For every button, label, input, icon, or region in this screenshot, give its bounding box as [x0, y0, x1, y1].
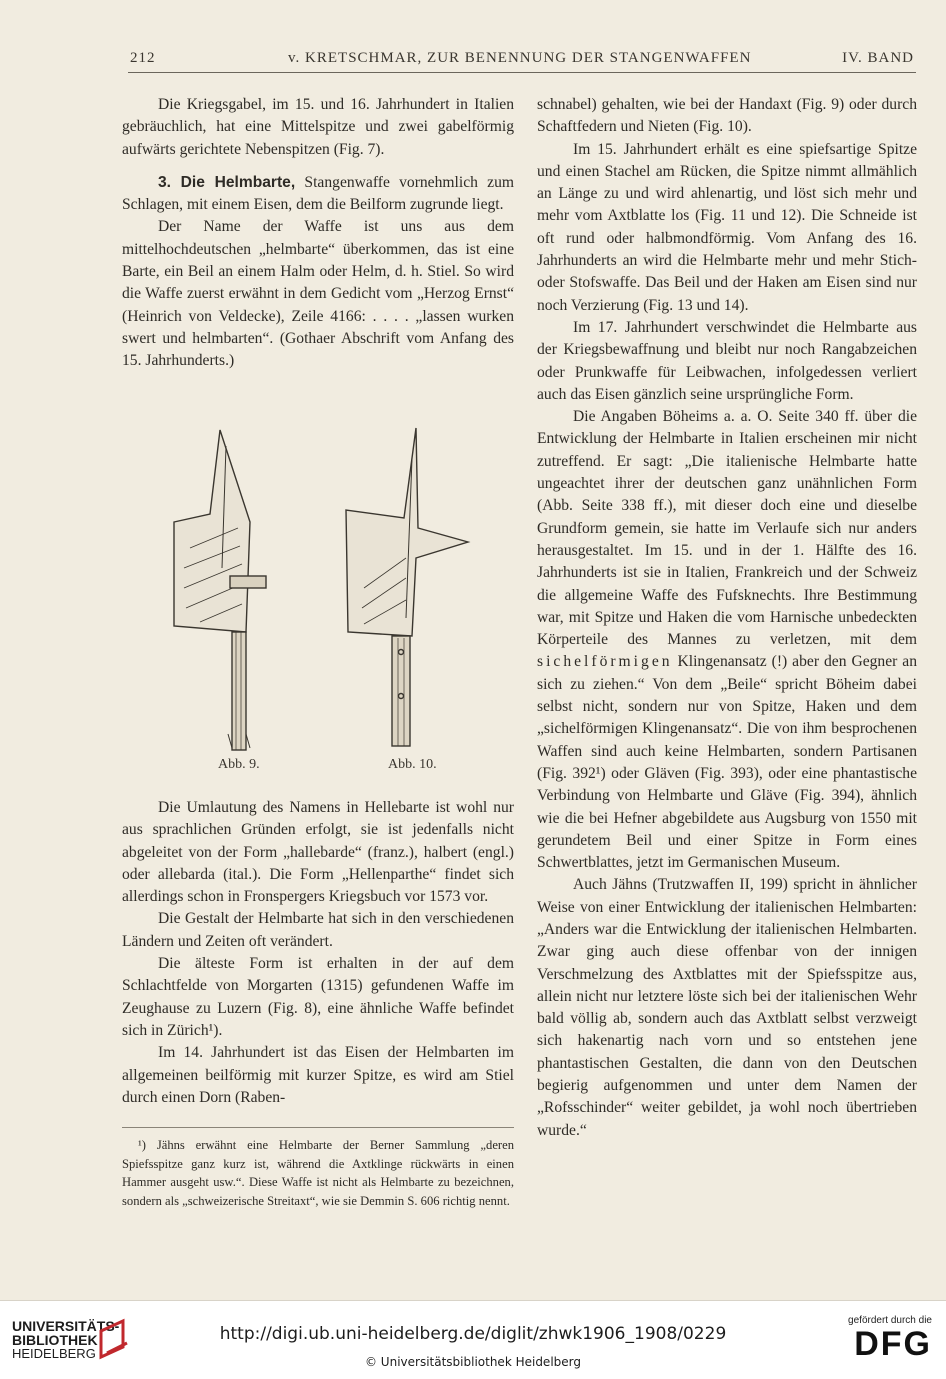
halberd-figure-10	[346, 428, 468, 746]
left-column-top	[122, 94, 514, 373]
paragraph: schnabel) gehalten, wie bei der Handaxt (Fig. 9) oder durch Schaftfedern und Nieten (Fig. 10).	[537, 96, 917, 136]
paragraph: Die älteste Form ist erhalten in der auf dem Schlachtfelde von Morgarten (1315) gefundenen Waffe im Zeughause zu Luzern (Fig. 8), eine ähnliche Waffe befindet sich in Zürich¹).	[122, 955, 514, 1039]
running-title: v. KRETSCHMAR, ZUR BENENNUNG DER STANGENWAFFEN	[288, 50, 752, 66]
paragraph: Auch Jähns (Trutzwaffen II, 199) spricht in ähnlicher Weise von einer Entwicklung der italienischen Helmbarten: „Anders war die Entwicklung der italienischen Helmbarten. Zwar ging auch diese offenbar von der innigen Verschmelzung des Axtblattes mit der Spiefsspitze aus, allein nicht nur letztere löste sich bei der italienischen Wehr bald völlig ab, sondern auch das Axtblatt selbst verzweigt sich hakenartig nach vorn und so entstehen jene phantastischen Gestalten, die dann von den Deutschen begierig aufgenommen und unter dem Namen der „Rofsschinder“ weiter gebildet, ja wohl noch übertrieben wurde.“	[537, 876, 917, 1139]
quote-part-1: Die Angaben Böheims a. a. O. Seite 340 ff. über die Entwicklung der Helmbarte in Italien erscheinen mir nicht zutreffend. Er sagt: „Die italienische Helmbarte hatte ungeachtet ihrer der deutschen ganz unähnlichen Form (Abb. Seite 338 ff.), mit dieser doch eine und dieselbe Grundform gemein, sie hatte im Verlaufe sich nur anders herausgestaltet. Im 15. und in der 1. Hälfte des 16. Jahrhunderts ist sie in Italien, Frankreich und der Schweiz die allgemeine Waffe des Fufsknechts. Ihre Bestimmung war, mit Spitze und Haken die vom Harnische unbedeckten Körperteile des Mannes zu verletzen, mit dem	[537, 408, 917, 649]
spaced-emphasis: sichelförmigen	[537, 653, 673, 671]
quote-part-2: Klingenansatz (!) aber den Gegner an sich zu ziehen.“ Von dem „Beile“ spricht Böheim dabei selbst nicht, sondern nur von Spitze, Haken und dem „sichelförmigen Klingenansatz“. Die von ihm besprochenen Waffen sind auch keine Helmbarten, sondern Partisanen (Fig. 392¹) oder Gläven (Fig. 393), oder eine phantastische Verbindung von Helmbarte und Gläve (Fig. 394), ähnlich wie die bei Hefner abgebildete aus Augsburg von 1550 mit gerundetem Beil und einer Spitze in Form eines Schwertblattes, jetzt im Germanischen Museum.	[537, 653, 917, 872]
viewer-footer	[0, 1300, 946, 1379]
page-number: 212	[130, 50, 156, 66]
footnote	[122, 1136, 514, 1210]
paragraph: Im 17. Jahrhundert verschwindet die Helmbarte aus der Kriegsbewaffnung und bleibt nur noch Rangabzeichen oder Prunkwaffe für Leibwachen, infolgedessen verliert auch das Eisen gänzlich seine ursprüngliche Form.	[537, 318, 917, 403]
footnote-rule	[122, 1127, 514, 1128]
halberd-figures	[150, 418, 490, 784]
paragraph: Die Kriegsgabel, im 15. und 16. Jahrhundert in Italien gebräuchlich, hat eine Mittelspitze und zwei gabelförmig aufwärts gerichtete Nebenspitzen (Fig. 7).	[122, 96, 514, 158]
paragraph: Die Umlautung des Namens in Hellebarte ist wohl nur aus sprachlichen Gründen erfolgt, sie ist jedenfalls nicht abgeleitet von der Form „hallebarde“ (franz.), halbert (engl.) oder allebarda (ital.). Die Form „Hellenparthe“ findet sich allerdings schon in Fronspergers Kriegsbuch vor 1573 vor.	[122, 799, 514, 906]
paragraph: Im 15. Jahrhundert erhält es eine spiefsartige Spitze und einen Stachel am Rücken, die Spitze nimmt allmählich an Länge zu und wird ahlenartig, und löst sich mehr und mehr vom Axtblatte los (Fig. 11 und 12). Die Schneide ist oft rund oder halbmondförmig. Vom Anfang des 16. Jahrhunderts an wird die Helmbarte mehr und mehr Stich- oder Stofswaffe. Das Beil und der Haken am Eisen sind nur noch Verzierung (Fig. 13 und 14).	[537, 140, 917, 314]
permalink-url[interactable]: http://digi.ub.uni-heidelberg.de/diglit/zhwk1906_1908/0229	[219, 1324, 727, 1344]
right-column	[537, 94, 917, 1142]
halberd-figure-9	[174, 430, 266, 750]
section-heading-rest: Stangenwaffe vornehmlich zum Schlagen, mit einem Eisen, dem die Beilform zugrunde liegt.	[122, 173, 514, 214]
dfg-wordmark: DFG	[854, 1325, 932, 1363]
logo-line-2: BIBLIOTHEK	[12, 1332, 98, 1348]
figure-caption-9: Abb. 9.	[218, 757, 260, 772]
running-header	[128, 48, 916, 73]
figure-caption-10: Abb. 10.	[388, 757, 437, 772]
copyright-notice: © Universitätsbibliothek Heidelberg	[364, 1355, 581, 1369]
logo-line-1: UNIVERSITÄTS-	[12, 1318, 120, 1334]
paragraph: Der Name der Waffe ist uns aus dem mittelhochdeutschen „helmbarte“ überkommen, das ist eine Barte, ein Beil an einem Halm oder Helm, d. h. Stiel. So wird die Waffe zuerst erwähnt in dem Gedicht vom „Herzog Ernst“ (Heinrich von Veldecke), Zeile 4166: . . . . „lassen wurken swert und helmbarten“. (Gothaer Abschrift vom Anfang des 15. Jahrhunderts.)	[122, 218, 514, 370]
volume-label: IV. BAND	[842, 50, 914, 66]
footnote-text: ¹) Jähns erwähnt eine Helmbarte der Berner Sammlung „deren Spiefsspitze ganz kurz ist, während die Axtklinge rückwärts in einen Hammer ausgeht usw.“. Diese Waffe ist nicht als Helmbarte zu bezeichnen, sondern als „schweizerische Streitaxt“, wie sie Demmin S. 606 richtig nennt.	[122, 1138, 514, 1208]
funded-by-label: gefördert durch die	[848, 1315, 932, 1326]
logo-line-3: HEIDELBERG	[12, 1346, 96, 1361]
paragraph	[537, 406, 917, 874]
paragraph: Im 14. Jahrhundert ist das Eisen der Helmbarten im allgemeinen beilförmig mit kurzer Spitze, es wird am Stiel durch einen Dorn (Raben-	[122, 1044, 514, 1106]
left-column-bottom	[122, 797, 514, 1109]
paragraph: Die Gestalt der Helmbarte hat sich in den verschiedenen Ländern und Zeiten oft verändert.	[122, 910, 514, 950]
dfg-logo[interactable]	[848, 1315, 932, 1362]
section-heading: 3. Die Helmbarte,	[158, 173, 296, 191]
section-heading-paragraph	[122, 172, 514, 217]
